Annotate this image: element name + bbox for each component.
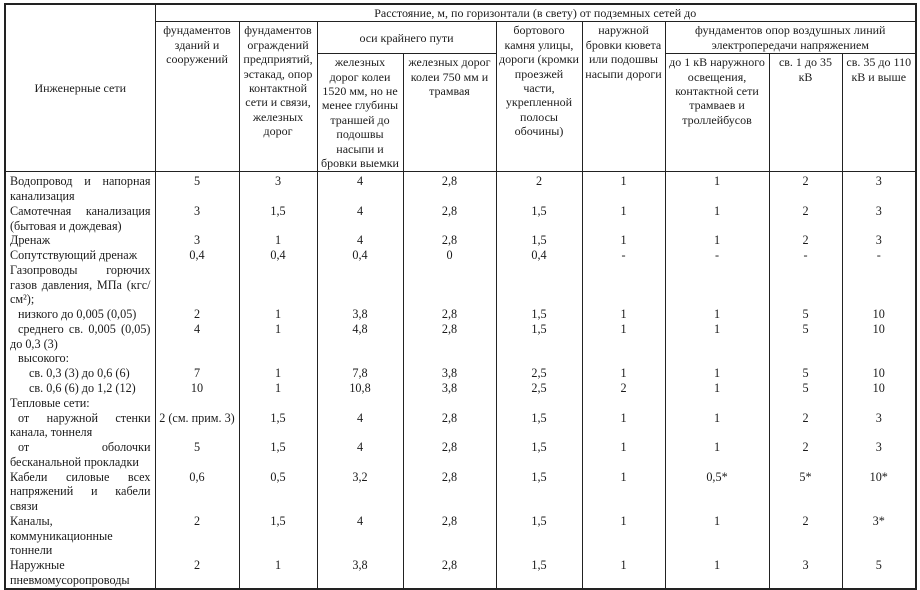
value-cell: 1 <box>239 381 317 396</box>
value-cell: 1,5 <box>496 322 582 352</box>
value-cell: 1 <box>665 558 769 589</box>
value-cell: 3 <box>155 204 239 234</box>
row-label: низкого до 0,005 (0,05) <box>5 307 155 322</box>
value-cell: 4 <box>155 322 239 352</box>
corner-header-engineering-networks: Инженерные сети <box>5 4 155 172</box>
value-cell: 10 <box>842 322 916 352</box>
value-cell: 2 <box>769 172 842 204</box>
value-cell: 1 <box>582 204 665 234</box>
table-row <box>5 411 916 441</box>
value-cell: 1,5 <box>496 307 582 322</box>
col-header-building-foundations: фундаментов зданий и сооружений <box>155 22 239 172</box>
value-cell: 3 <box>842 233 916 248</box>
row-label: Кабели силовые всех напряжений и кабели связи <box>5 470 155 514</box>
value-cell: 1,5 <box>239 514 317 558</box>
value-cell <box>403 263 496 307</box>
value-cell <box>317 263 403 307</box>
value-cell: 2 <box>769 233 842 248</box>
value-cell: 1,5 <box>239 411 317 441</box>
table-row <box>5 351 916 366</box>
value-cell <box>155 351 239 366</box>
value-cell: 2 <box>769 440 842 470</box>
value-cell: 2 <box>582 381 665 396</box>
value-cell: 10* <box>842 470 916 514</box>
value-cell: 1,5 <box>496 558 582 589</box>
value-cell: 5 <box>769 322 842 352</box>
table-row <box>5 440 916 470</box>
value-cell: 0,4 <box>155 248 239 263</box>
table-row <box>5 172 916 204</box>
value-cell: 2 <box>769 204 842 234</box>
value-cell: - <box>769 248 842 263</box>
value-cell: 5* <box>769 470 842 514</box>
value-cell: 7,8 <box>317 366 403 381</box>
value-cell <box>239 396 317 411</box>
value-cell: 1 <box>239 366 317 381</box>
table-row <box>5 248 916 263</box>
value-cell: 2 <box>155 558 239 589</box>
value-cell: 3 <box>842 411 916 441</box>
value-cell: 3 <box>155 233 239 248</box>
table-row <box>5 514 916 558</box>
value-cell: - <box>582 248 665 263</box>
value-cell: 4 <box>317 204 403 234</box>
value-cell: 2,5 <box>496 366 582 381</box>
value-cell: 1 <box>665 322 769 352</box>
table-row <box>5 366 916 381</box>
value-cell: 1 <box>582 233 665 248</box>
table-row <box>5 470 916 514</box>
value-cell: 3,8 <box>403 381 496 396</box>
col-header-kv-up-to-1: до 1 кВ наружного освещения, контактной сети трамваев и троллейбусов <box>665 54 769 172</box>
value-cell: 0,4 <box>496 248 582 263</box>
row-label: Дренаж <box>5 233 155 248</box>
value-cell <box>582 396 665 411</box>
value-cell: 2 <box>496 172 582 204</box>
row-label: Сопутствующий дренаж <box>5 248 155 263</box>
table-row <box>5 381 916 396</box>
table-row <box>5 396 916 411</box>
value-cell: 4,8 <box>317 322 403 352</box>
value-cell: 3 <box>239 172 317 204</box>
value-cell: 3 <box>842 172 916 204</box>
value-cell <box>496 351 582 366</box>
value-cell: 1 <box>239 558 317 589</box>
value-cell: 2,8 <box>403 322 496 352</box>
value-cell: 3* <box>842 514 916 558</box>
row-label: Тепловые сети: <box>5 396 155 411</box>
value-cell: 4 <box>317 411 403 441</box>
value-cell: 2,8 <box>403 307 496 322</box>
value-cell: 1 <box>582 172 665 204</box>
row-label: Самотечная канализация (бытовая и дождевая) <box>5 204 155 234</box>
value-cell <box>239 263 317 307</box>
value-cell: 1 <box>582 411 665 441</box>
value-cell: 2 (см. прим. 3) <box>155 411 239 441</box>
value-cell: 10 <box>842 366 916 381</box>
value-cell <box>769 396 842 411</box>
row-label: от оболочки бесканальной прокладки <box>5 440 155 470</box>
value-cell: 5 <box>769 307 842 322</box>
value-cell: 1,5 <box>239 440 317 470</box>
col-header-ditch-edge: наружной бровки кювета или подошвы насыпи дороги <box>582 22 665 172</box>
value-cell: 1 <box>665 440 769 470</box>
row-label: от наружной стенки канала, тоннеля <box>5 411 155 441</box>
value-cell: 1 <box>239 233 317 248</box>
value-cell: 0 <box>403 248 496 263</box>
value-cell: 1 <box>582 366 665 381</box>
col-header-rail-750: железных дорог колеи 750 мм и трамвая <box>403 54 496 172</box>
value-cell: 0,4 <box>239 248 317 263</box>
value-cell: 10 <box>155 381 239 396</box>
header-distance-title: Расстояние, м, по горизонтали (в свету) от подземных сетей до <box>155 4 916 22</box>
col-header-rail-1520: железных дорог колеи 1520 мм, но не менее глубины траншей до подошвы насыпи и бровки выемки <box>317 54 403 172</box>
value-cell <box>582 351 665 366</box>
value-cell <box>239 351 317 366</box>
value-cell: 1,5 <box>496 440 582 470</box>
value-cell: 2,8 <box>403 172 496 204</box>
value-cell: 1,5 <box>496 411 582 441</box>
value-cell: 1 <box>239 307 317 322</box>
value-cell <box>403 396 496 411</box>
value-cell: 3,8 <box>317 307 403 322</box>
value-cell <box>403 351 496 366</box>
value-cell: 1 <box>665 204 769 234</box>
value-cell: 4 <box>317 440 403 470</box>
value-cell: 1 <box>582 558 665 589</box>
row-label: высокого: <box>5 351 155 366</box>
value-cell: 1 <box>582 440 665 470</box>
col-group-rail-axis: оси крайнего пути <box>317 22 496 54</box>
col-header-curb: бортового камня улицы, дороги (кромки проезжей части, укрепленной полосы обочины) <box>496 22 582 172</box>
value-cell <box>155 263 239 307</box>
value-cell: 5 <box>842 558 916 589</box>
value-cell: 0,6 <box>155 470 239 514</box>
value-cell: 1,5 <box>496 233 582 248</box>
row-label: Каналы, коммуникационные тоннели <box>5 514 155 558</box>
table-row <box>5 233 916 248</box>
value-cell: 1 <box>665 514 769 558</box>
value-cell: 1 <box>665 172 769 204</box>
value-cell: 2,8 <box>403 558 496 589</box>
value-cell: 3,8 <box>403 366 496 381</box>
value-cell: 2,8 <box>403 514 496 558</box>
value-cell: 2,8 <box>403 440 496 470</box>
value-cell: - <box>842 248 916 263</box>
value-cell: 1,5 <box>496 514 582 558</box>
value-cell <box>665 263 769 307</box>
row-label: св. 0,6 (6) до 1,2 (12) <box>5 381 155 396</box>
value-cell: 5 <box>155 172 239 204</box>
value-cell: 2 <box>769 514 842 558</box>
value-cell <box>842 396 916 411</box>
value-cell <box>317 351 403 366</box>
table-body <box>5 172 916 589</box>
row-label: Водопровод и напорная канализация <box>5 172 155 204</box>
value-cell: 1 <box>665 307 769 322</box>
value-cell <box>665 396 769 411</box>
value-cell: 2,5 <box>496 381 582 396</box>
value-cell <box>155 396 239 411</box>
value-cell: 2,8 <box>403 411 496 441</box>
value-cell: 5 <box>155 440 239 470</box>
value-cell: 3,2 <box>317 470 403 514</box>
value-cell: - <box>665 248 769 263</box>
value-cell: 1 <box>665 233 769 248</box>
row-label: Газопроводы горючих газов давления, МПа (кгс/см²); <box>5 263 155 307</box>
col-header-fence-foundations: фундаментов ограждений предприятий, эстакад, опор контактной сети и связи, железных дорог <box>239 22 317 172</box>
value-cell: 10 <box>842 307 916 322</box>
value-cell <box>496 263 582 307</box>
value-cell: 5 <box>769 381 842 396</box>
value-cell <box>665 351 769 366</box>
table-row <box>5 322 916 352</box>
value-cell: 1,5 <box>496 204 582 234</box>
value-cell: 4 <box>317 172 403 204</box>
col-header-kv-1-to-35: св. 1 до 35 кВ <box>769 54 842 172</box>
col-header-kv-35-to-110: св. 35 до 110 кВ и выше <box>842 54 916 172</box>
table-row <box>5 204 916 234</box>
value-cell: 2 <box>769 411 842 441</box>
value-cell: 3 <box>842 440 916 470</box>
value-cell: 10,8 <box>317 381 403 396</box>
value-cell: 1 <box>665 366 769 381</box>
value-cell <box>842 351 916 366</box>
value-cell: 2,8 <box>403 470 496 514</box>
value-cell <box>842 263 916 307</box>
value-cell: 10 <box>842 381 916 396</box>
table-row <box>5 558 916 589</box>
value-cell: 1 <box>665 381 769 396</box>
row-label: св. 0,3 (3) до 0,6 (6) <box>5 366 155 381</box>
value-cell: 1,5 <box>496 470 582 514</box>
value-cell: 1 <box>582 514 665 558</box>
value-cell: 2 <box>155 514 239 558</box>
utility-distances-table <box>4 3 917 590</box>
value-cell <box>769 351 842 366</box>
value-cell: 3 <box>842 204 916 234</box>
value-cell: 0,5 <box>239 470 317 514</box>
value-cell: 1 <box>582 470 665 514</box>
value-cell: 7 <box>155 366 239 381</box>
value-cell <box>769 263 842 307</box>
table-header <box>5 4 916 172</box>
table-row <box>5 263 916 307</box>
value-cell: 5 <box>769 366 842 381</box>
value-cell: 3,8 <box>317 558 403 589</box>
value-cell <box>582 263 665 307</box>
value-cell: 1 <box>582 307 665 322</box>
value-cell: 0,4 <box>317 248 403 263</box>
value-cell: 1,5 <box>239 204 317 234</box>
value-cell: 1 <box>239 322 317 352</box>
value-cell: 2,8 <box>403 204 496 234</box>
value-cell: 3 <box>769 558 842 589</box>
value-cell: 4 <box>317 514 403 558</box>
value-cell: 2,8 <box>403 233 496 248</box>
row-label: Наружные пневмомусоропроводы <box>5 558 155 589</box>
row-label: среднего св. 0,005 (0,05) до 0,3 (3) <box>5 322 155 352</box>
value-cell <box>317 396 403 411</box>
value-cell: 1 <box>665 411 769 441</box>
value-cell: 0,5* <box>665 470 769 514</box>
value-cell: 2 <box>155 307 239 322</box>
value-cell: 1 <box>582 322 665 352</box>
value-cell <box>496 396 582 411</box>
table-row <box>5 307 916 322</box>
value-cell: 4 <box>317 233 403 248</box>
col-group-power-line-foundations: фундаментов опор воздушных линий электропередачи напряжением <box>665 22 916 54</box>
